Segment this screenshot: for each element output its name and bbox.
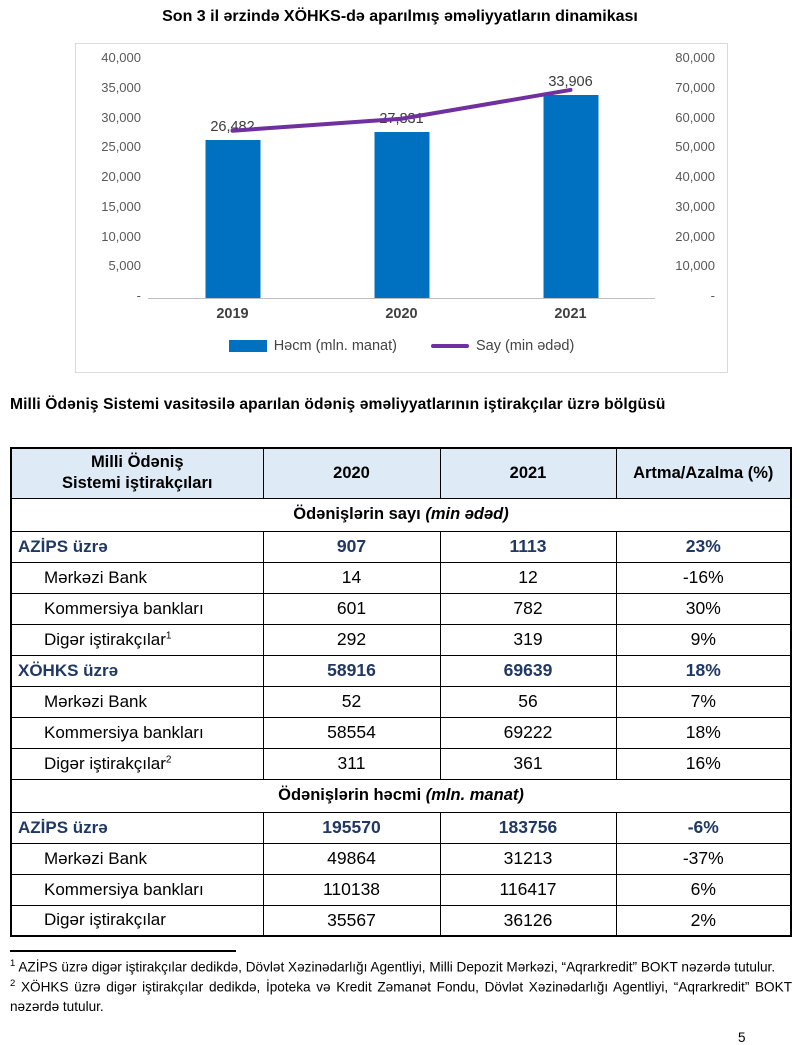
plot-area [148,59,655,299]
footnote-marker: 2 [10,977,16,989]
legend-label: Həcm (mln. manat) [273,338,397,354]
section-heading: Milli Ödəniş Sistemi vasitəsilə aparılan ödəniş əməliyyatlarının iştirakçılar üzrə bölgüsü [10,396,666,413]
chart-card [75,43,728,373]
table-row: Kommersiya bankları 58554 69222 18% [11,717,791,748]
table-section-count [11,498,791,531]
bar-value-label: 27,831 [379,110,424,127]
category-label: 2019 [216,306,249,322]
row-label: Digər iştirakçılar [44,910,166,930]
table-row: Mərkəzi Bank 49864 31213 -37% [11,843,791,874]
row-label: Mərkəzi Bank [44,848,147,868]
left-axis-tick: 30,000 [101,109,141,125]
category-axis [148,306,655,322]
count-line-chart [148,59,655,298]
bar-value-label: 33,906 [548,74,593,91]
table-row: Digər iştirakçılar$^1$ 292 319 9% [11,624,791,655]
table-section-volume [11,779,791,812]
legend-label: Say (min ədəd) [475,338,575,354]
row-label: AZİPS üzrə [18,536,108,556]
footnotes [10,957,792,1016]
category-label: 2021 [554,306,587,322]
right-axis-tick: 60,000 [675,109,715,125]
header-participants [11,448,263,498]
row-label: Mərkəzi Bank [44,691,147,711]
chart-title: Son 3 il ərzində XÖHKS-də aparılmış əməliyyatların dinamikası [162,8,638,25]
header-participants-line2: Sistemi iştirakçıları [62,474,213,493]
left-axis-tick: 40,000 [101,50,141,65]
page-number: 5 [738,1030,746,1045]
row-label: Kommersiya bankları [44,598,204,618]
table-row: Kommersiya bankları 110138 116417 6% [11,874,791,905]
left-axis-tick: 20,000 [101,169,141,184]
left-axis-tick: 35,000 [101,79,141,95]
left-axis-tick: 15,000 [101,198,141,214]
line-swatch-icon [431,344,469,348]
left-axis-tick: 10,000 [101,228,141,244]
right-axis-tick: 20,000 [675,228,715,244]
legend-item-volume [229,338,397,354]
table-row-xohks-count: XÖHKS üzrə 58916 69639 18% [11,655,791,686]
left-axis [86,50,141,304]
row-label: Kommersiya bankları [44,879,204,899]
footnote-ref: 2 [165,753,172,765]
say-line [233,90,571,131]
row-label: Digər iştirakçılar [44,753,166,773]
section-label: Ödənişlərin sayı [293,505,421,523]
row-label: Mərkəzi Bank [44,567,147,587]
right-axis-tick: 70,000 [675,79,715,95]
section-unit: (mln. manat) [425,786,524,804]
table-row: Mərkəzi Bank 14 12 -16% [11,562,791,593]
right-axis-tick: 40,000 [675,169,715,184]
row-label: XÖHKS üzrə [18,660,119,680]
header-participants-line1: Milli Ödəniş [90,452,184,471]
table-row-azips-count: AZİPS üzrə 907 1113 23% [11,531,791,562]
table-row: Digər iştirakçılar 35567 36126 2% [11,905,791,936]
row-label: Kommersiya bankları [44,722,204,742]
right-axis-tick: - [710,288,715,303]
left-axis-tick: - [136,288,141,303]
footnote-marker: 1 [10,958,16,969]
bar-value-label: 26,482 [210,118,255,135]
right-axis [660,50,715,304]
table-row: Digər iştirakçılar$^2$ 311 361 16% [11,748,791,779]
category-label: 2020 [385,306,418,322]
header-2021: 2021 [440,448,616,498]
footnote-text: AZİPS üzrə digər iştirakçılar dedikdə, Dövlət Xəzinədarlığı Agentliyi, Milli Depozit Mərkəzi, “Aqrarkredit” BOKT nəzərdə tutulur. [18,959,776,975]
table-row-azips-volume: AZİPS üzrə 195570 183756 -6% [11,812,791,843]
legend-item-count [431,338,574,354]
section-label: Ödənişlərin həcmi [278,786,422,804]
footnote-1 [10,957,792,977]
chart-legend [76,338,727,354]
left-axis-tick: 5,000 [108,258,141,274]
row-label: AZİPS üzrə [18,817,108,837]
table-row: Kommersiya bankları 601 782 30% [11,593,791,624]
header-2020: 2020 [263,448,440,498]
right-axis-tick: 30,000 [675,198,715,214]
section-unit: (min ədəd) [425,505,509,523]
left-axis-tick: 25,000 [101,139,141,155]
bar-swatch-icon [229,340,267,352]
right-axis-tick: 10,000 [675,258,715,274]
row-label: Digər iştirakçılar [44,629,166,649]
table-header-row [11,448,791,498]
footnote-text: XÖHKS üzrə digər iştirakçılar dedikdə, İpoteka və Kredit Zəmanət Fondu, Dövlət Xəzinədarlığı Agentliyi, “Aqrarkredit” BOKT nəzərdə tutulur. [10,979,792,1014]
footnote-separator [10,950,236,952]
footnote-2 [10,977,792,1016]
right-axis-tick: 50,000 [675,139,715,155]
table-row: Mərkəzi Bank 52 56 7% [11,686,791,717]
payments-table [10,447,792,937]
right-axis-tick: 80,000 [675,50,715,65]
footnote-ref: 1 [165,629,172,641]
header-change: Artma/Azalma (%) [616,448,791,498]
